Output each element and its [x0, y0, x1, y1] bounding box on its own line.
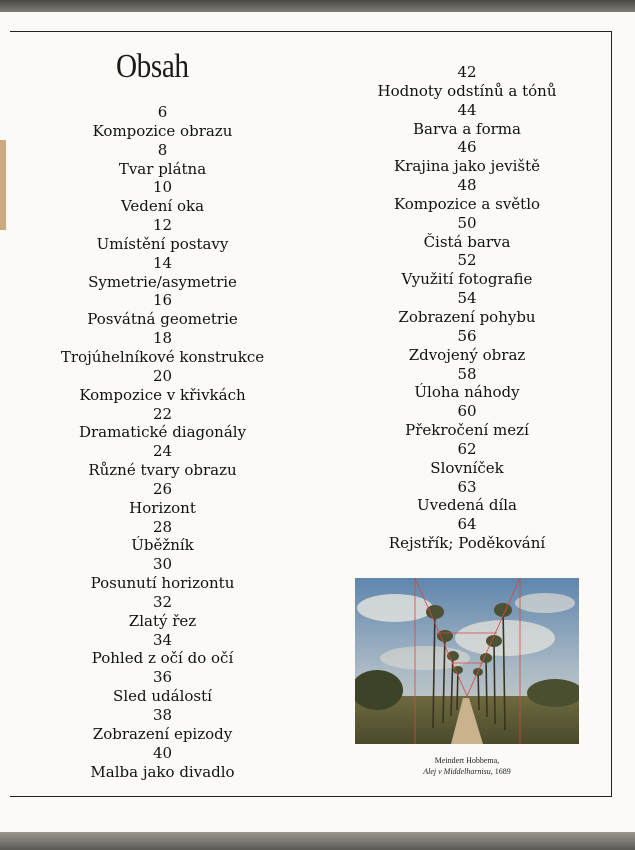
toc-page-number: 10 — [152, 178, 173, 197]
toc-column-right — [352, 63, 582, 553]
scan-edge-bottom — [0, 832, 635, 850]
toc-entry-title: Kompozice obrazu — [92, 121, 233, 140]
toc-page-number: 56 — [457, 326, 477, 345]
toc-column-left — [30, 103, 295, 781]
toc-page-number: 44 — [457, 100, 477, 119]
page-title: Obsah — [116, 48, 189, 85]
toc-page-number: 28 — [152, 517, 173, 536]
toc-entry-title: Zlatý řez — [128, 611, 197, 630]
toc-entry-title: Využití fotografie — [401, 270, 533, 289]
toc-entry-title: Pohled z očí do očí — [91, 649, 234, 668]
toc-page-number: 8 — [157, 140, 168, 159]
toc-entry-title: Úloha náhody — [414, 383, 520, 402]
toc-entry-title: Překročení mezí — [405, 421, 529, 440]
toc-page-number: 40 — [152, 743, 173, 762]
toc-entry-title: Tvar plátna — [118, 159, 207, 178]
toc-entry-title: Sled událostí — [113, 687, 212, 706]
toc-page-number: 48 — [457, 176, 477, 195]
toc-page-number: 30 — [152, 555, 173, 574]
painting-image — [355, 578, 579, 744]
toc-page-number: 14 — [152, 253, 173, 272]
toc-page-number: 32 — [152, 592, 173, 611]
toc-page-number: 34 — [152, 630, 173, 649]
caption-work-line — [355, 766, 579, 777]
toc-page-number: 36 — [152, 668, 173, 687]
toc-entry-title: Zobrazení epizody — [92, 724, 233, 743]
painting-caption — [355, 755, 579, 777]
toc-entry-title: Různé tvary obrazu — [88, 461, 237, 480]
toc-entry-title: Zobrazení pohybu — [398, 307, 536, 326]
toc-page-number: 58 — [457, 364, 477, 383]
toc-page-number: 26 — [152, 479, 173, 498]
toc-page-number: 52 — [457, 251, 477, 270]
toc-entry-title: Rejstřík; Poděkování — [388, 534, 546, 553]
toc-page-number: 12 — [152, 216, 173, 235]
caption-artist: Meindert Hobbema, — [434, 756, 500, 765]
toc-page-number: 22 — [152, 404, 173, 423]
toc-entry-title: Trojúhelníkové konstrukce — [60, 347, 265, 366]
toc-entry-title: Krajina jako jeviště — [393, 157, 541, 176]
toc-page-number: 50 — [457, 213, 477, 232]
toc-entry-title: Malba jako divadlo — [90, 762, 235, 781]
caption-work: Alej v Middelharnisu — [423, 767, 491, 776]
toc-entry-title: Horizont — [129, 498, 196, 517]
toc-entry-title: Kompozice a světlo — [393, 194, 541, 213]
painting-illustration — [355, 578, 579, 744]
toc-page-number: 18 — [152, 329, 173, 348]
toc-page-number: 6 — [157, 103, 168, 121]
toc-entry-title: Čistá barva — [423, 232, 511, 251]
toc-entry-title: Uvedená díla — [417, 496, 517, 515]
toc-page-number: 62 — [457, 439, 477, 458]
toc-entry-title: Úběžník — [131, 536, 194, 555]
toc-page-number: 42 — [457, 63, 477, 81]
toc-page-number: 64 — [457, 515, 477, 534]
toc-page-number: 46 — [457, 138, 477, 157]
toc-entry-title: Zdvojený obraz — [408, 345, 526, 364]
toc-entry-title: Slovníček — [430, 458, 504, 477]
toc-page-number: 20 — [152, 366, 173, 385]
toc-page-number: 60 — [457, 402, 477, 421]
toc-entry-title: Hodnoty odstínů a tónů — [377, 81, 557, 100]
toc-entry-title: Posvátná geometrie — [87, 310, 238, 329]
toc-page-number: 63 — [457, 477, 477, 496]
toc-entry-title: Symetrie/asymetrie — [88, 272, 237, 291]
toc-entry-title: Kompozice v křivkách — [79, 385, 246, 404]
toc-entry-title: Barva a forma — [413, 119, 521, 138]
toc-entry-title: Posunutí horizontu — [90, 574, 235, 593]
scan-edge-left — [0, 140, 6, 230]
toc-page-number: 54 — [457, 289, 477, 308]
toc-entry-title: Umístění postavy — [96, 234, 229, 253]
toc-page-number: 24 — [152, 442, 173, 461]
toc-entry-title: Dramatické diagonály — [78, 423, 247, 442]
toc-page-number: 38 — [152, 706, 173, 724]
toc-entry-title: Vedení oka — [120, 197, 205, 216]
caption-year: , 1689 — [490, 767, 511, 776]
toc-page-number: 16 — [152, 291, 173, 310]
